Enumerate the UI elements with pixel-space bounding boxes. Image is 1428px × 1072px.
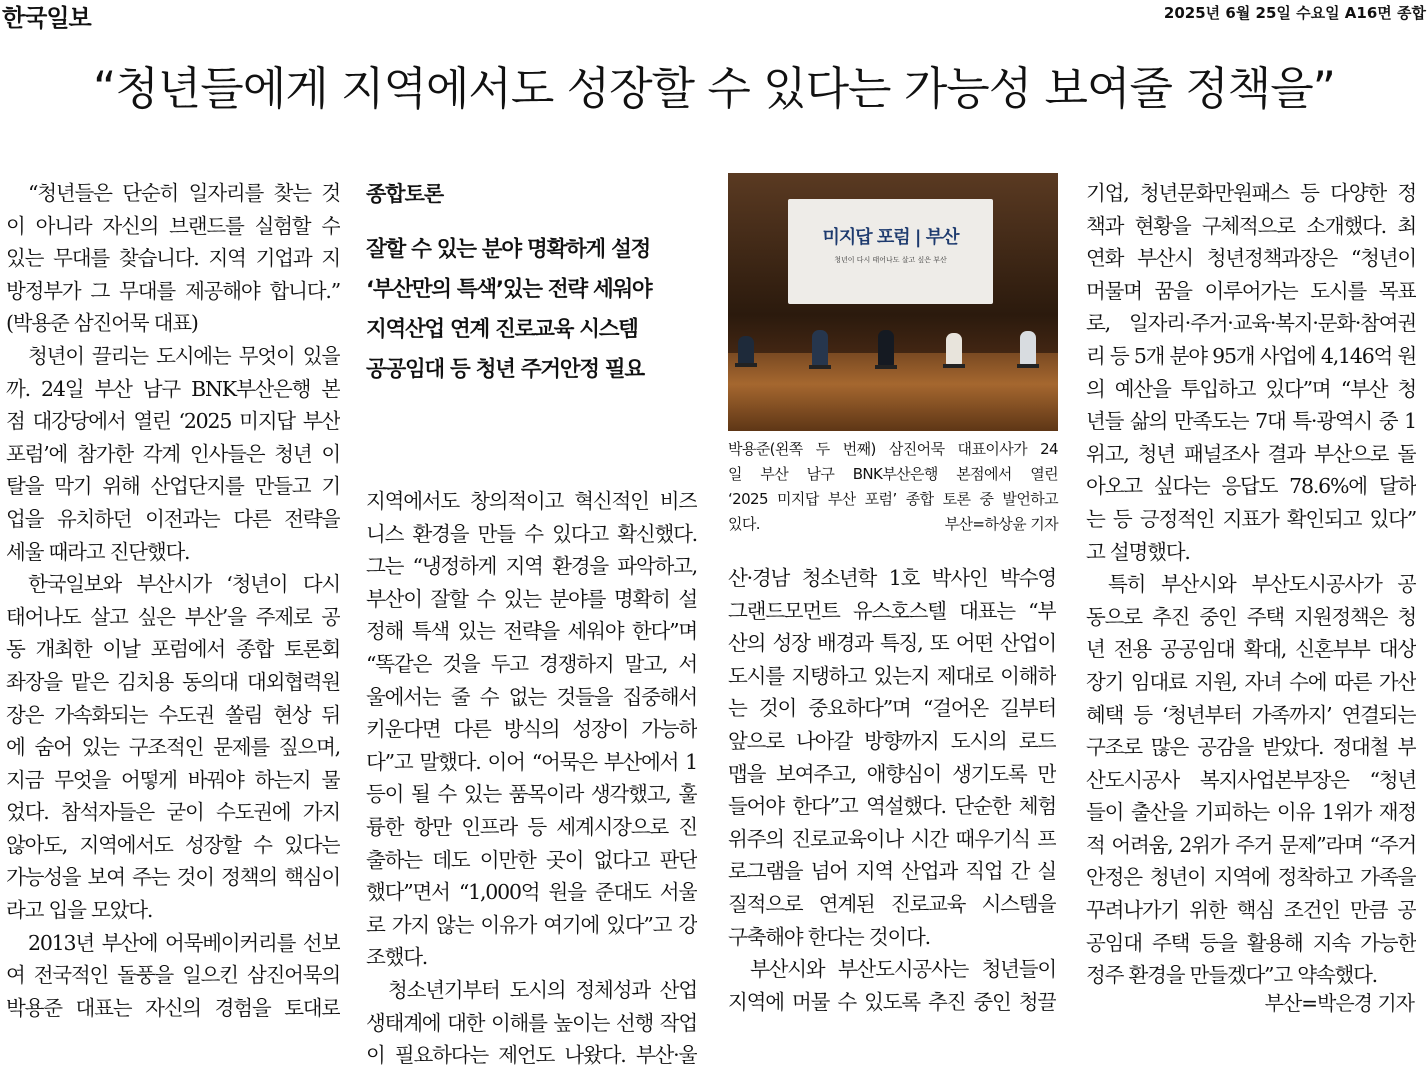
article-line: 산도시공사 복지사업본부장은 “청년 bbox=[1086, 767, 1416, 792]
article-line: 라고 입을 모았다. bbox=[6, 898, 153, 923]
article-line: 는 등 긍정적인 지표가 확인되고 있다” bbox=[1086, 506, 1416, 531]
article-line: 공임대 주택 등을 활용해 지속 가능한 bbox=[1086, 930, 1416, 955]
article-line: 그랜드모먼트 유스호스텔 대표는 “부 bbox=[728, 598, 1056, 623]
article-line: 정주 환경을 만들겠다”고 약속했다. bbox=[1086, 963, 1377, 988]
subhead-box bbox=[366, 178, 706, 390]
panel-chair bbox=[875, 365, 897, 369]
article-line: 혜택 등 ‘청년부터 가족까지’ 연결되는 bbox=[1086, 702, 1416, 727]
article-line: (박용준 삼진어묵 대표) bbox=[6, 311, 198, 336]
section-label: 종합토론 bbox=[366, 182, 444, 206]
masthead bbox=[0, 0, 1428, 30]
article-line: 그는 “냉정하게 지역 환경을 파악하고, bbox=[366, 554, 697, 579]
article-line: 앞으로 나아갈 방향까지 도시의 로드 bbox=[728, 728, 1056, 753]
panelist-figure bbox=[812, 330, 828, 366]
article-line: 도시를 지탱하고 있는지 제대로 이해하 bbox=[728, 663, 1056, 688]
article-line: 조했다. bbox=[366, 945, 428, 970]
article-line: 니스 환경을 만들 수 있다고 확신했다. bbox=[366, 521, 697, 546]
article-line: 는 것이 중요하다”며 “걸어온 길부터 bbox=[728, 696, 1056, 721]
article-line: 기업, 청년문화만원패스 등 다양한 정 bbox=[1086, 181, 1416, 205]
article-line: 머물며 꿈을 이루어가는 도시를 목표 bbox=[1086, 278, 1416, 303]
article-line: 들이 출산을 기피하는 이유 1위가 재정 bbox=[1086, 800, 1416, 825]
article-line: 청소년기부터 도시의 정체성과 산업 bbox=[388, 977, 697, 1002]
screen-subtitle: 청년이 다시 태어나도 살고 싶은 부산 bbox=[834, 256, 947, 264]
article-line: 장은 가속화되는 수도권 쏠림 현상 뒤 bbox=[6, 702, 340, 727]
newspaper-logo: 한국일보 bbox=[2, 4, 91, 32]
article-line: “청년들은 단순히 일자리를 찾는 것 bbox=[28, 181, 340, 205]
article-line: 동 개최한 이날 포럼에서 종합 토론회 bbox=[6, 637, 340, 662]
article-line: 안정은 청년이 지역에 정착하고 가족을 bbox=[1086, 865, 1416, 890]
subhead-line: 지역산업 연계 진로교육 시스템 bbox=[366, 317, 638, 342]
article-line: 업을 유치하던 이전과는 다른 전략을 bbox=[6, 506, 340, 531]
screen-title: 미지답 포럼 | 부산 bbox=[822, 227, 959, 248]
subhead-line: 공공임대 등 청년 주거안정 필요 bbox=[366, 357, 644, 382]
article-line: 연화 부산시 청년정책과장은 “청년이 bbox=[1086, 246, 1416, 271]
article-line: 위주의 진로교육이나 시간 때우기식 프 bbox=[728, 826, 1056, 851]
article-line: 들어야 한다”고 역설했다. 단순한 체험 bbox=[728, 794, 1056, 819]
forum-photo bbox=[728, 173, 1058, 431]
article-line: 가능성을 보여 주는 것이 정책의 핵심이 bbox=[6, 865, 340, 890]
article-line: 방정부가 그 무대를 제공해야 합니다.” bbox=[6, 278, 340, 303]
article-line: 탈을 막기 위해 산업단지를 만들고 기 bbox=[6, 474, 340, 499]
article-line: 의 예산을 투입하고 있다”며 “부산 청 bbox=[1086, 376, 1416, 401]
article-line: 년 전용 공공임대 확대, 신혼부부 대상 bbox=[1086, 637, 1416, 662]
article-line: 적 어려움, 2위가 주거 문제”라며 “주거 bbox=[1086, 832, 1416, 857]
article-line: 울에서는 줄 수 없는 것들을 집중해서 bbox=[366, 684, 697, 709]
article-line: 정해 특색 있는 전략을 세워야 한다”며 bbox=[366, 619, 697, 644]
article-line: 특히 부산시와 부산도시공사가 공 bbox=[1108, 572, 1416, 597]
stage-screen bbox=[788, 199, 993, 304]
article-line: 여 전국적인 돌풍을 일으킨 삼진어묵의 bbox=[6, 963, 340, 988]
dateline: 2025년 6월 25일 수요일 A16면 종합 bbox=[1163, 4, 1426, 22]
caption-line: 박용준(왼쪽 두 번째) 삼진어묵 대표이사가 24 bbox=[728, 440, 1058, 458]
panelist-figure bbox=[878, 330, 894, 366]
article-line: 리 등 5개 분야 95개 사업에 4,146억 원 bbox=[1086, 343, 1416, 368]
article-line: 년들 삶의 만족도는 7대 특·광역시 중 1 bbox=[1086, 409, 1416, 434]
article-line: 다”고 말했다. 이어 “어묵은 부산에서 1 bbox=[366, 749, 697, 774]
article-line: 지금 무엇을 어떻게 바꿔야 하는지 물 bbox=[6, 767, 340, 792]
byline: 부산=박은경 기자 bbox=[1264, 991, 1414, 1015]
photo-credit: 부산=하상윤 기자 bbox=[944, 515, 1058, 533]
article-line: 생태계에 대한 이해를 높이는 선행 작업 bbox=[366, 1010, 697, 1035]
article-line: 로, 일자리·주거·교육·복지·문화·참여권 bbox=[1086, 311, 1416, 336]
article-line: 좌장을 맡은 김치용 동의대 대외협력원 bbox=[6, 669, 340, 694]
caption-line: 있다. bbox=[728, 515, 760, 533]
article-line: 않아도, 지역에서도 성장할 수 있다는 bbox=[6, 832, 340, 857]
article-line: 까. 24일 부산 남구 BNK부산은행 본 bbox=[6, 376, 340, 401]
article-line: 고 설명했다. bbox=[1086, 539, 1190, 564]
subhead-line: ‘부산만의 특색’있는 전략 세워야 bbox=[366, 277, 652, 302]
article-column-2 bbox=[366, 485, 697, 1072]
article-column-1 bbox=[6, 177, 340, 1024]
article-line: 청년이 끌리는 도시에는 무엇이 있을 bbox=[28, 343, 340, 368]
headline: “청년들에게 지역에서도 성장할 수 있다는 가능성 보여줄 정책을” bbox=[93, 62, 1335, 115]
article-line: 지역에서도 창의적이고 혁신적인 비즈 bbox=[366, 489, 697, 513]
article-line: 장기 임대료 지원, 자녀 수에 따른 가산 bbox=[1086, 669, 1416, 694]
article-line: 지역에 머물 수 있도록 추진 중인 청끌 bbox=[728, 989, 1056, 1014]
panel-chair bbox=[1017, 364, 1039, 368]
article-line: 었다. 참석자들은 굳이 수도권에 가지 bbox=[6, 800, 340, 825]
panelist-figure bbox=[1020, 331, 1036, 365]
article-line: “똑같은 것을 두고 경쟁하지 말고, 서 bbox=[366, 651, 697, 676]
article-line: 위고, 청년 패널조사 결과 부산으로 돌 bbox=[1086, 441, 1416, 466]
article-line: 세울 때라고 진단했다. bbox=[6, 539, 190, 564]
article-line: 등이 될 수 있는 품목이라 생각했고, 훌 bbox=[366, 782, 697, 807]
article-line: 이 아니라 자신의 브랜드를 실험할 수 bbox=[6, 213, 340, 238]
article-line: 부산시와 부산도시공사는 청년들이 bbox=[750, 957, 1056, 982]
article-line: 구축해야 한다는 것이다. bbox=[728, 924, 930, 949]
article-line: 했다”면서 “1,000억 원을 준대도 서울 bbox=[366, 880, 697, 905]
subhead-line: 잘할 수 있는 분야 명확하게 설정 bbox=[366, 237, 651, 262]
article-line: 에 숨어 있는 구조적인 문제를 짚으며, bbox=[6, 735, 340, 760]
article-line: 출하는 데도 이만한 곳이 없다고 판단 bbox=[366, 847, 697, 872]
article-line: 부산이 잘할 수 있는 분야를 명확히 설 bbox=[366, 586, 697, 611]
article-line: 책과 현황을 구체적으로 소개했다. 최 bbox=[1086, 213, 1416, 238]
article-line: 점 대강당에서 열린 ‘2025 미지답 부산 bbox=[6, 409, 340, 434]
article-line: 한국일보와 부산시가 ‘청년이 다시 bbox=[28, 572, 340, 597]
photo-caption bbox=[728, 437, 1058, 537]
panel-chair bbox=[943, 364, 965, 368]
article-column-3 bbox=[728, 562, 1056, 1018]
article-column-4 bbox=[1086, 177, 1416, 992]
panel-chair bbox=[735, 363, 757, 367]
article-line: 산의 성장 배경과 특징, 또 어떤 산업이 bbox=[728, 631, 1056, 656]
caption-line: ‘2025 미지답 부산 포럼’ 종합 토론 중 발언하고 bbox=[728, 490, 1058, 508]
article-line: 박용준 대표는 자신의 경험을 토대로 bbox=[6, 995, 340, 1020]
article-line: 키운다면 다른 방식의 성장이 가능하 bbox=[366, 717, 697, 742]
article-line: 있는 무대를 찾습니다. 지역 기업과 지 bbox=[6, 246, 340, 271]
article-line: 동으로 추진 중인 주택 지원정책은 청 bbox=[1086, 604, 1416, 629]
caption-line: 일 부산 남구 BNK부산은행 본점에서 열린 bbox=[728, 465, 1058, 483]
article-line: 륭한 항만 인프라 등 세계시장으로 진 bbox=[366, 814, 697, 839]
article-line: 아오고 싶다는 응답도 78.6%에 달하 bbox=[1086, 474, 1416, 499]
article-line: 태어나도 살고 싶은 부산’을 주제로 공 bbox=[6, 604, 340, 629]
article-line: 맵을 보여주고, 애향심이 생기도록 만 bbox=[728, 761, 1056, 786]
panelist-figure bbox=[946, 333, 962, 365]
article-line: 포럼’에 참가한 각계 인사들은 청년 이 bbox=[6, 441, 340, 466]
article-line: 로 가지 않는 이유가 여기에 있다”고 강 bbox=[366, 912, 697, 937]
article-line: 꾸려나가기 위한 핵심 조건인 만큼 공 bbox=[1086, 898, 1416, 923]
article-line: 로그램을 넘어 지역 산업과 직업 간 실 bbox=[728, 859, 1056, 884]
article-line: 이 필요하다는 제언도 나왔다. 부산·울 bbox=[366, 1043, 697, 1068]
panelist-figure bbox=[738, 336, 754, 364]
article-line: 산·경남 청소년학 1호 박사인 박수영 bbox=[728, 566, 1056, 590]
panel-chair bbox=[809, 365, 831, 369]
article-line: 2013년 부산에 어묵베이커리를 선보 bbox=[28, 930, 340, 955]
article-line: 구조로 많은 공감을 받았다. 정대철 부 bbox=[1086, 735, 1416, 760]
article-line: 질적으로 연계된 진로교육 시스템을 bbox=[728, 891, 1056, 916]
